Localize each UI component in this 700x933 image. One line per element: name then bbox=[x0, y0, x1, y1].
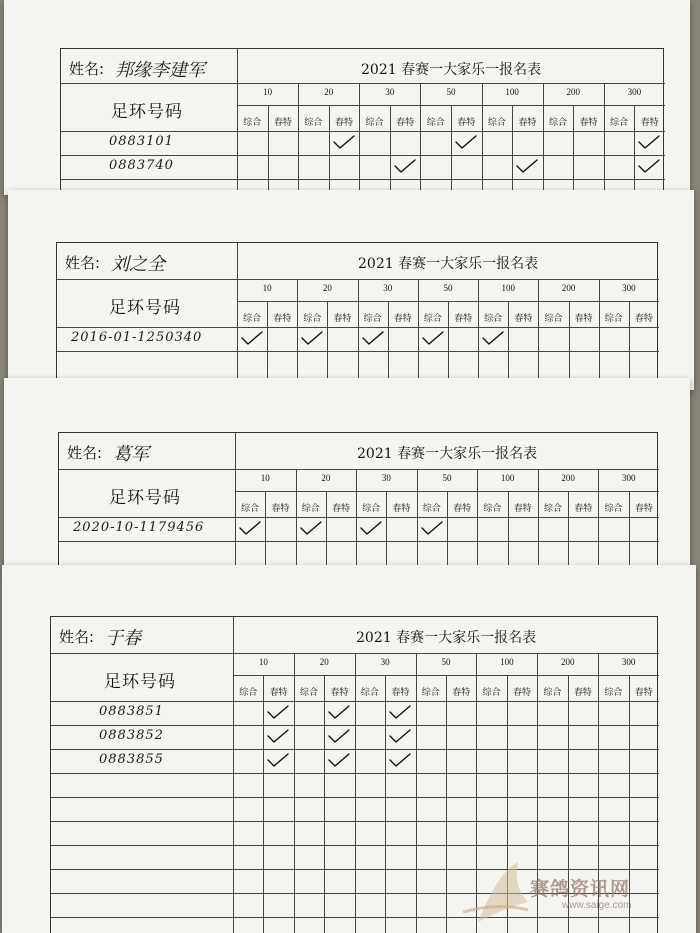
sub-header-spring-special: 春特 bbox=[393, 314, 412, 324]
sub-header-spring-special: 春特 bbox=[273, 118, 292, 128]
divider bbox=[61, 131, 665, 132]
handwritten-name: 邦缘李建军 bbox=[115, 60, 205, 81]
divider bbox=[477, 469, 478, 573]
sub-header-overall: 综合 bbox=[301, 504, 320, 514]
distance-header: 30 bbox=[383, 283, 393, 293]
check-mark-icon bbox=[387, 704, 413, 720]
name-label: 姓名: bbox=[69, 60, 105, 78]
sub-header-spring-special: 春特 bbox=[454, 314, 473, 324]
divider bbox=[57, 351, 659, 352]
distance-header: 100 bbox=[500, 473, 515, 483]
form-title: 2021 春赛一大家乐一报名表 bbox=[361, 62, 542, 78]
entry-form-table bbox=[56, 242, 658, 382]
distance-header: 300 bbox=[627, 87, 642, 97]
check-mark-icon bbox=[265, 704, 291, 720]
sub-header-spring-special: 春特 bbox=[634, 688, 653, 698]
ring-number: 0883101 bbox=[109, 134, 174, 149]
divider bbox=[634, 105, 635, 195]
form-title: 2021 春赛一大家乐一报名表 bbox=[358, 256, 539, 272]
divider bbox=[329, 105, 330, 195]
sub-header-overall: 综合 bbox=[548, 118, 567, 128]
distance-header: 50 bbox=[446, 87, 456, 97]
distance-header: 50 bbox=[442, 473, 452, 483]
divider bbox=[538, 279, 539, 383]
divider bbox=[598, 469, 599, 573]
distance-header: 300 bbox=[622, 283, 636, 293]
divider bbox=[568, 491, 569, 573]
distance-header: 20 bbox=[322, 283, 332, 293]
divider bbox=[512, 105, 513, 195]
ring-number-header: 足环号码 bbox=[109, 488, 181, 508]
entry-form-table bbox=[58, 432, 658, 572]
sub-header-overall: 综合 bbox=[243, 314, 262, 324]
distance-header: 50 bbox=[443, 283, 453, 293]
sub-header-overall: 综合 bbox=[362, 504, 381, 514]
registration-sheet bbox=[4, 378, 690, 578]
check-mark-icon bbox=[326, 704, 352, 720]
sub-header-overall: 综合 bbox=[426, 118, 445, 128]
check-mark-icon bbox=[237, 520, 263, 536]
sub-header-spring-special: 春特 bbox=[391, 688, 410, 698]
divider bbox=[417, 469, 418, 573]
divider bbox=[451, 105, 452, 195]
sub-header-overall: 综合 bbox=[241, 504, 260, 514]
divider bbox=[51, 773, 659, 774]
ring-number-header: 足环号码 bbox=[111, 102, 183, 122]
name-label: 姓名: bbox=[67, 444, 103, 462]
check-mark-icon bbox=[299, 330, 325, 346]
divider bbox=[355, 653, 356, 933]
sub-header-spring-special: 春特 bbox=[269, 688, 288, 698]
divider bbox=[573, 105, 574, 195]
divider bbox=[327, 301, 328, 383]
ring-number: 2016-01-1250340 bbox=[71, 330, 203, 345]
check-mark-icon bbox=[387, 728, 413, 744]
registration-sheet bbox=[8, 190, 694, 390]
check-mark-icon bbox=[265, 752, 291, 768]
distance-header: 20 bbox=[324, 87, 334, 97]
distance-header: 200 bbox=[561, 473, 575, 483]
ring-number: 2020-10-1179456 bbox=[73, 520, 205, 535]
sub-header-overall: 综合 bbox=[604, 688, 623, 698]
distance-header: 10 bbox=[263, 87, 273, 97]
distance-header: 100 bbox=[501, 283, 516, 293]
sub-header-spring-special: 春特 bbox=[514, 314, 533, 324]
watermark-brand: 赛鸽资讯网 bbox=[530, 878, 631, 900]
distance-header: 100 bbox=[500, 657, 514, 667]
divider bbox=[508, 491, 509, 573]
divider bbox=[629, 301, 630, 383]
check-mark-icon bbox=[420, 330, 446, 346]
distance-header: 20 bbox=[319, 657, 329, 667]
sub-header-spring-special: 春特 bbox=[452, 688, 471, 698]
sub-header-overall: 综合 bbox=[421, 688, 440, 698]
divider bbox=[416, 653, 417, 933]
distance-header: 200 bbox=[566, 87, 581, 97]
divider bbox=[59, 517, 659, 518]
check-mark-icon bbox=[387, 752, 413, 768]
registration-sheet bbox=[4, 0, 690, 195]
sub-header-overall: 综合 bbox=[483, 504, 502, 514]
divider bbox=[390, 105, 391, 195]
sub-header-overall: 综合 bbox=[365, 118, 384, 128]
handwritten-name: 于春 bbox=[105, 628, 141, 649]
distance-header: 200 bbox=[561, 283, 576, 293]
sub-header-spring-special: 春特 bbox=[453, 504, 472, 514]
sub-header-overall: 综合 bbox=[422, 504, 441, 514]
divider bbox=[385, 675, 386, 933]
name-label: 姓名: bbox=[65, 254, 101, 272]
divider bbox=[61, 155, 665, 156]
sub-header-overall: 综合 bbox=[300, 688, 319, 698]
check-mark-icon bbox=[360, 330, 386, 346]
sub-header-spring-special: 春特 bbox=[574, 504, 593, 514]
distance-header: 300 bbox=[621, 657, 636, 667]
divider bbox=[356, 469, 357, 573]
distance-header: 50 bbox=[441, 657, 451, 667]
sub-header-spring-special: 春特 bbox=[396, 118, 415, 128]
divider bbox=[57, 327, 659, 328]
check-mark-icon bbox=[331, 134, 357, 150]
divider bbox=[59, 541, 659, 542]
sub-header-spring-special: 春特 bbox=[640, 118, 659, 128]
divider bbox=[418, 279, 419, 383]
sub-header-overall: 综合 bbox=[604, 504, 623, 514]
sub-header-spring-special: 春特 bbox=[513, 504, 532, 514]
divider bbox=[267, 301, 268, 383]
sub-header-spring-special: 春特 bbox=[334, 118, 353, 128]
sub-header-overall: 综合 bbox=[243, 118, 262, 128]
divider bbox=[265, 491, 266, 573]
check-mark-icon bbox=[419, 520, 445, 536]
divider bbox=[388, 301, 389, 383]
sub-header-overall: 综合 bbox=[543, 504, 562, 514]
check-mark-icon bbox=[480, 330, 506, 346]
divider bbox=[296, 469, 297, 573]
check-mark-icon bbox=[326, 752, 352, 768]
check-mark-icon bbox=[636, 158, 662, 174]
watermark-url: www.saige.com bbox=[562, 900, 632, 911]
divider bbox=[508, 301, 509, 383]
sub-header-spring-special: 春特 bbox=[331, 504, 350, 514]
sub-header-overall: 综合 bbox=[604, 314, 623, 324]
ring-number: 0883851 bbox=[99, 704, 164, 719]
distance-header: 200 bbox=[560, 657, 575, 667]
distance-header: 10 bbox=[258, 657, 268, 667]
sub-header-overall: 综合 bbox=[610, 118, 629, 128]
divider bbox=[629, 491, 630, 573]
distance-header: 10 bbox=[260, 473, 270, 483]
check-mark-icon bbox=[326, 728, 352, 744]
ring-number: 0883852 bbox=[99, 728, 164, 743]
sub-header-spring-special: 春特 bbox=[333, 314, 352, 324]
divider bbox=[51, 725, 659, 726]
divider bbox=[446, 675, 447, 933]
divider bbox=[59, 469, 659, 470]
sub-header-overall: 综合 bbox=[423, 314, 442, 324]
divider bbox=[51, 821, 659, 822]
divider bbox=[538, 469, 539, 573]
divider bbox=[294, 653, 295, 933]
divider bbox=[297, 279, 298, 383]
distance-header: 20 bbox=[321, 473, 331, 483]
divider bbox=[51, 749, 659, 750]
check-mark-icon bbox=[453, 134, 479, 150]
sub-header-overall: 综合 bbox=[239, 688, 258, 698]
sub-header-spring-special: 春特 bbox=[513, 688, 532, 698]
divider bbox=[61, 179, 665, 180]
sub-header-overall: 综合 bbox=[543, 688, 562, 698]
divider bbox=[268, 105, 269, 195]
sub-header-overall: 综合 bbox=[544, 314, 563, 324]
distance-header: 30 bbox=[380, 657, 390, 667]
divider bbox=[324, 675, 325, 933]
distance-header: 30 bbox=[385, 87, 395, 97]
divider bbox=[447, 491, 448, 573]
divider bbox=[326, 491, 327, 573]
handwritten-name: 刘之全 bbox=[111, 254, 165, 275]
check-mark-icon bbox=[265, 728, 291, 744]
check-mark-icon bbox=[298, 520, 324, 536]
sub-header-spring-special: 春特 bbox=[574, 314, 593, 324]
sub-header-spring-special: 春特 bbox=[579, 118, 598, 128]
distance-header: 10 bbox=[262, 283, 272, 293]
ring-number: 0883855 bbox=[99, 752, 164, 767]
entry-form-table bbox=[60, 48, 664, 195]
sub-header-overall: 综合 bbox=[482, 688, 501, 698]
sub-header-spring-special: 春特 bbox=[518, 118, 537, 128]
sub-header-overall: 综合 bbox=[487, 118, 506, 128]
divider bbox=[478, 279, 479, 383]
sub-header-spring-special: 春特 bbox=[392, 504, 411, 514]
sub-header-spring-special: 春特 bbox=[573, 688, 592, 698]
ring-number: 0883740 bbox=[109, 158, 174, 173]
distance-header: 100 bbox=[505, 87, 519, 97]
divider bbox=[51, 797, 659, 798]
sub-header-spring-special: 春特 bbox=[271, 504, 290, 514]
ring-number-header: 足环号码 bbox=[109, 298, 181, 318]
sub-header-spring-special: 春特 bbox=[634, 504, 653, 514]
divider bbox=[51, 701, 659, 702]
check-mark-icon bbox=[514, 158, 540, 174]
check-mark-icon bbox=[636, 134, 662, 150]
distance-header: 300 bbox=[621, 473, 636, 483]
divider bbox=[358, 279, 359, 383]
divider bbox=[263, 675, 264, 933]
check-mark-icon bbox=[392, 158, 418, 174]
handwritten-name: 葛军 bbox=[113, 444, 149, 465]
sub-header-spring-special: 春特 bbox=[330, 688, 349, 698]
sub-header-spring-special: 春特 bbox=[634, 314, 653, 324]
check-mark-icon bbox=[358, 520, 384, 536]
form-title: 2021 春赛一大家乐一报名表 bbox=[356, 630, 537, 646]
sub-header-overall: 综合 bbox=[484, 314, 503, 324]
divider bbox=[569, 301, 570, 383]
ring-number-header: 足环号码 bbox=[104, 672, 176, 692]
sub-header-overall: 综合 bbox=[360, 688, 379, 698]
name-label: 姓名: bbox=[59, 628, 95, 646]
distance-header: 30 bbox=[381, 473, 391, 483]
divider bbox=[599, 279, 600, 383]
divider bbox=[51, 845, 659, 846]
sub-header-spring-special: 春特 bbox=[273, 314, 292, 324]
sub-header-overall: 综合 bbox=[303, 314, 322, 324]
divider bbox=[386, 491, 387, 573]
form-title: 2021 春赛一大家乐一报名表 bbox=[357, 446, 538, 462]
sub-header-overall: 综合 bbox=[363, 314, 382, 324]
sub-header-overall: 综合 bbox=[304, 118, 323, 128]
check-mark-icon bbox=[239, 330, 265, 346]
divider bbox=[448, 301, 449, 383]
divider bbox=[61, 83, 665, 84]
sub-header-spring-special: 春特 bbox=[457, 118, 476, 128]
